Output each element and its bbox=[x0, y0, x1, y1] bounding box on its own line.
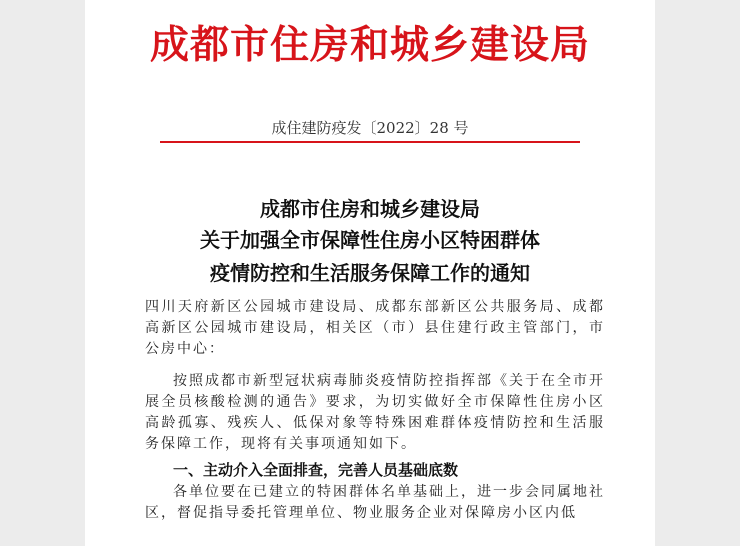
section-1-paragraph: 各单位要在已建立的特困群体名单基础上，进一步会同属地社区，督促指导委托管理单位、物业服务企业对保障房小区内低 bbox=[145, 484, 605, 521]
notice-title-line-3: 疫情防控和生活服务保障工作的通知 bbox=[210, 261, 530, 285]
document-page bbox=[85, 0, 655, 546]
section-1-heading: 一、主动介入全面排查，完善人员基础底数 bbox=[173, 461, 459, 479]
notice-title-line-2: 关于加强全市保障性住房小区特困群体 bbox=[200, 228, 540, 252]
notice-title-line-1: 成都市住房和城乡建设局 bbox=[260, 197, 480, 221]
document-number: 成住建防疫发〔2022〕28 号 bbox=[271, 119, 469, 137]
addressee-paragraph: 四川天府新区公园城市建设局、成都东部新区公共服务局、成都高新区公园城市建设局，相关区（市）县住建行政主管部门，市公房中心： bbox=[145, 299, 605, 357]
letterhead-title: 成都市住房和城乡建设局 bbox=[149, 22, 590, 68]
intro-paragraph: 按照成都市新型冠状病毒肺炎疫情防控指挥部《关于在全市开展全员核酸检测的通告》要求，为切实做好全市保障性住房小区高龄孤寡、残疾人、低保对象等特殊困难群体疫情防控和生活服务保障工作，现将有关事项通知如下。 bbox=[145, 373, 605, 452]
red-divider-line bbox=[160, 141, 580, 143]
